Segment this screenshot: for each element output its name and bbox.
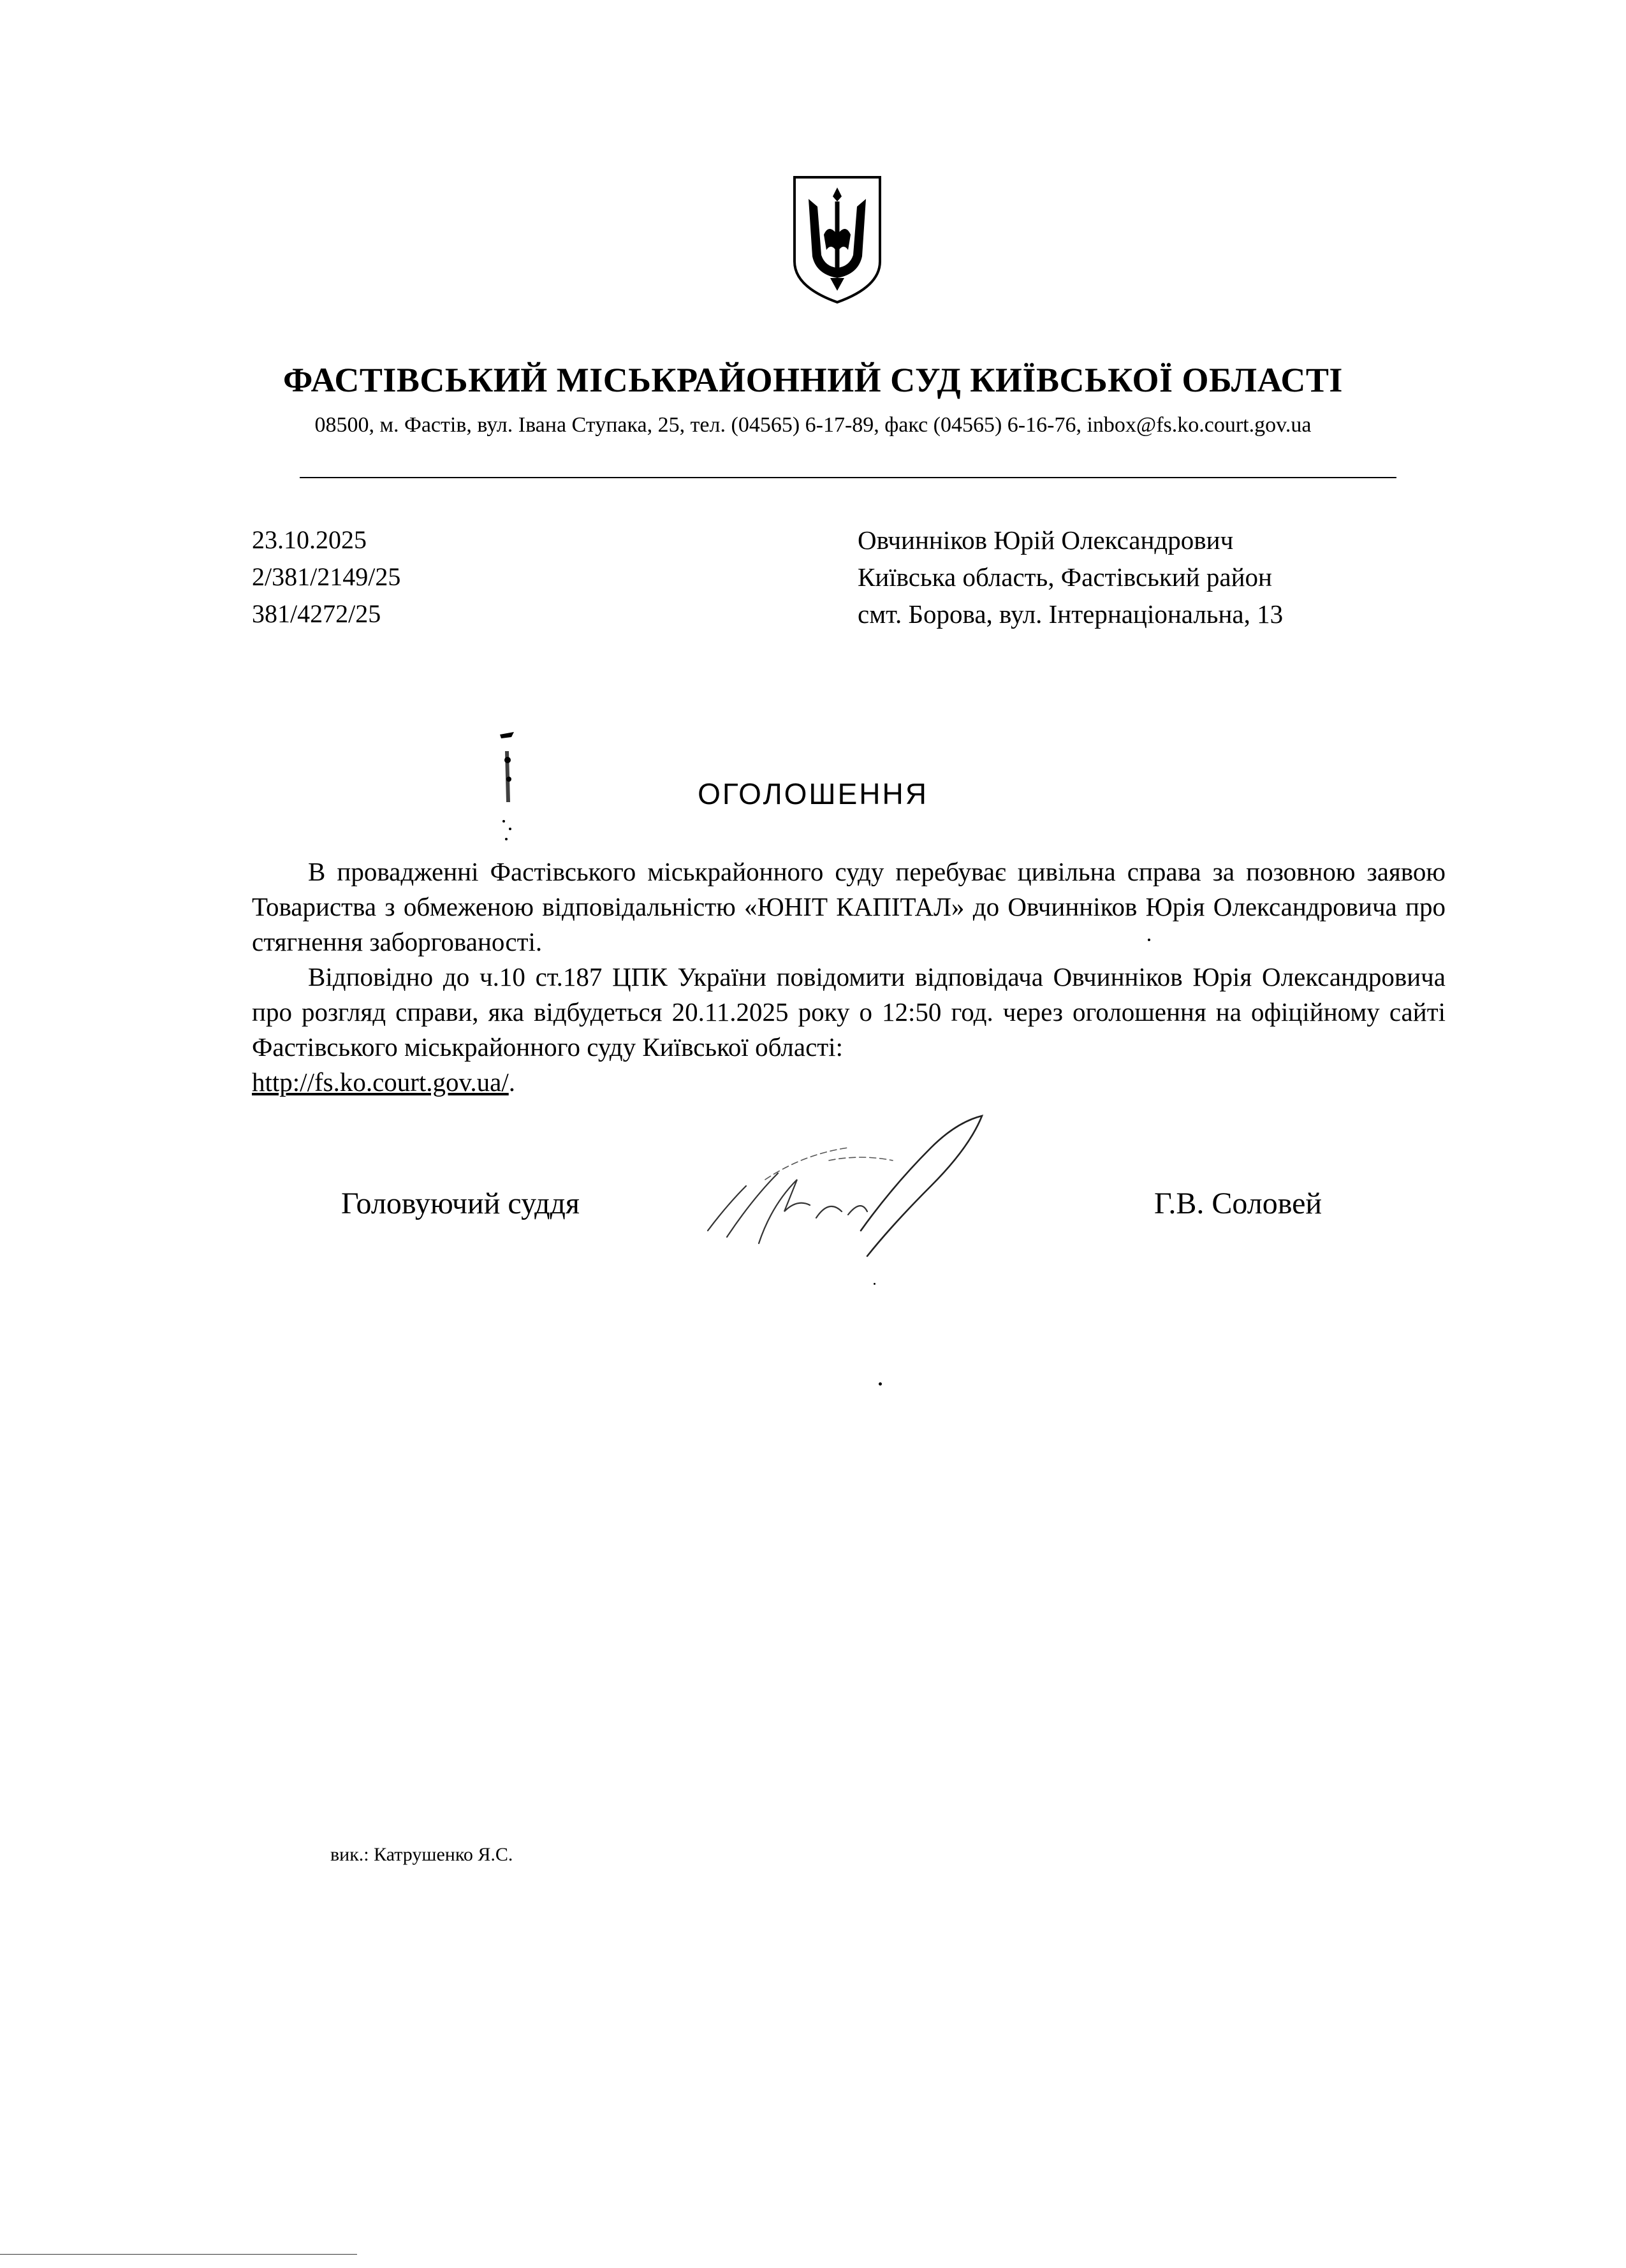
addressee-block: [858, 522, 1283, 633]
signatory-role: Головуючий суддя: [341, 1187, 580, 1220]
case-number: 2/381/2149/25: [252, 562, 401, 591]
addressee-region: Київська область, Фастівський район: [858, 562, 1272, 592]
executor-note: вик.: Катрушенко Я.С.: [330, 1844, 513, 1865]
scan-speck: [1148, 939, 1150, 941]
scan-speck: [874, 1283, 875, 1285]
notice-body: [252, 854, 1446, 1100]
body-paragraph-1: В провадженні Фастівського міськрайонного суду перебуває цивільна справа за позовною заявою Товариства з обмеженою відповідальністю «ЮНІТ КАПІТАЛ» до Овчинніков Юрія Олександровича про стягнення заборгованості.: [252, 857, 1446, 956]
court-name-heading: ФАСТІВСЬКИЙ МІСЬКРАЙОННИЙ СУД КИЇВСЬКОЇ ОБЛАСТІ: [283, 361, 1343, 399]
page-bottom-rule: [0, 2254, 357, 2255]
trident-coat-of-arms-icon: [791, 173, 884, 306]
body-paragraph-2-text: Відповідно до ч.10 ст.187 ЦПК України повідомити відповідача Овчинніков Юрія Олександровича про розгляд справи, яка відбудеться 20.11.2025 року о 12:50 год. через оголошення на офіційному сайті Фастівського міськрайонного суду Київської області:: [252, 962, 1446, 1062]
signatory-name: Г.В. Соловей: [1154, 1187, 1322, 1220]
outgoing-number: 381/4272/25: [252, 599, 381, 628]
body-paragraph-2: [252, 960, 1446, 1100]
court-address-line: 08500, м. Фастів, вул. Івана Ступака, 25, тел. (04565) 6-17-89, факс (04565) 6-16-76, inbox@fs.ko.court.gov.ua: [314, 413, 1312, 437]
document-date: 23.10.2025: [252, 525, 367, 554]
addressee-name: Овчинніков Юрій Олександрович: [858, 525, 1234, 555]
header-divider: [300, 477, 1396, 478]
notice-title: ОГОЛОШЕННЯ: [698, 777, 928, 810]
reference-block: [252, 522, 400, 633]
addressee-street: смт. Борова, вул. Інтернаціональна, 13: [858, 599, 1284, 629]
handwritten-signature: [701, 1109, 1007, 1275]
link-suffix: .: [508, 1067, 515, 1097]
scan-speck: [879, 1382, 882, 1386]
court-website-link[interactable]: http://fs.ko.court.gov.ua/: [252, 1067, 509, 1097]
